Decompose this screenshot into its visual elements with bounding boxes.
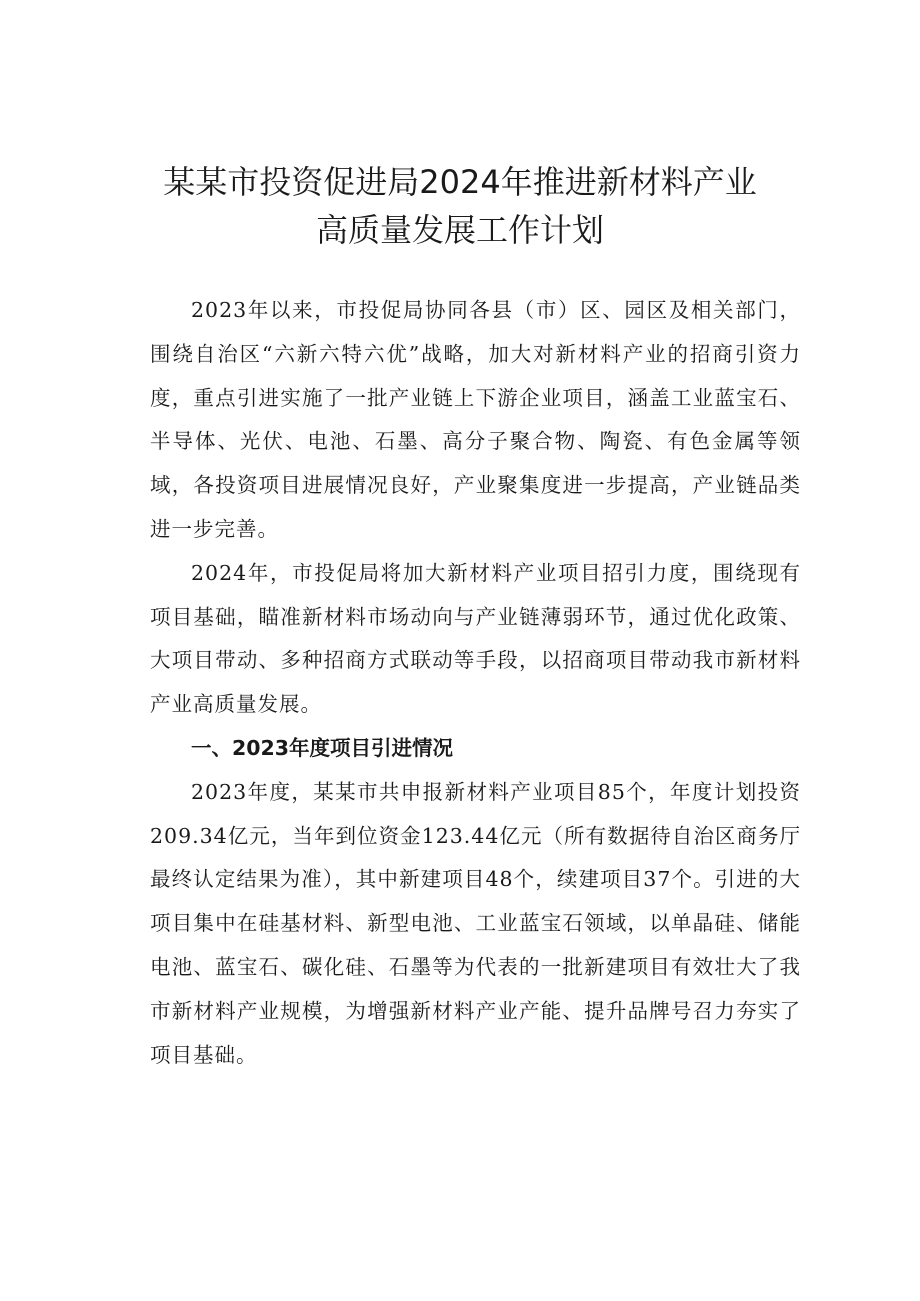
section-heading-2023-projects: 一、2023年度项目引进情况 — [191, 735, 454, 760]
document-title-line-1: 某某市投资促进局2024年推进新材料产业 — [163, 163, 757, 201]
paragraph-2024-plan: 2024年，市投促局将加大新材料产业项目招引力度，围绕现有项目基础，瞄准新材料市场动向与产业链薄弱环节，通过优化政策、大项目带动、多种招商方式联动等手段，以招商项目带动我市新材料产业高质量发展。 — [150, 560, 801, 717]
document-title — [120, 158, 800, 254]
document-title-line-2: 高质量发展工作计划 — [315, 211, 604, 249]
document-body — [150, 289, 801, 1077]
paragraph-2023-projects: 2023年度，某某市共申报新材料产业项目85个，年度计划投资209.34亿元，当年到位资金123.44亿元（所有数据待自治区商务厅最终认定结果为准），其中新建项目48个，续建项目37个。引进的大项目集中在硅基材料、新型电池、工业蓝宝石领域，以单晶硅、储能电池、蓝宝石、碳化硅、石墨等为代表的一批新建项目有效壮大了我市新材料产业规模，为增强新材料产业产能、提升品牌号召力夯实了项目基础。 — [150, 779, 801, 1067]
paragraph-intro: 2023年以来，市投促局协同各县（市）区、园区及相关部门，围绕自治区“六新六特六优”战略，加大对新材料产业的招商引资力度，重点引进实施了一批产业链上下游企业项目，涵盖工业蓝宝石、半导体、光伏、电池、石墨、高分子聚合物、陶瓷、有色金属等领域，各投资项目进展情况良好，产业聚集度进一步提高，产业链品类进一步完善。 — [150, 298, 801, 541]
